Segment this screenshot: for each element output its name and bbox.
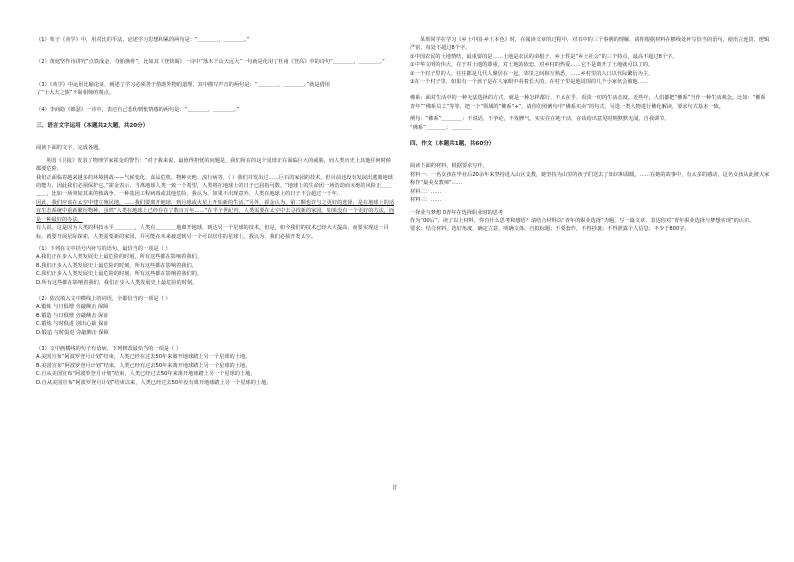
option-b: B.美国宣布“阿波罗登月计划”结束，人类已经有过去50年来离开地球踏上另一个星球的土地。 [36, 362, 251, 369]
option-b: B.锻造 与日俱增 旁敲侧击 保证 [36, 312, 109, 319]
option-c: C.锻炼 与时俱进 别出心裁 保证 [36, 321, 109, 328]
section-3-heading: 三、语言文字运用（本题共2大题，共20分） [36, 123, 149, 130]
material-2: 材料二：…… [410, 188, 442, 195]
option-c: C.我们正步入人类发展史上最危险的时刻，所有这些都在影响着我们的。 [36, 271, 203, 278]
question-1: （1）荀子《劝学》中，用对比的手法，论述学习思想积累的两句是：“＿＿＿＿，＿＿＿＿。” [36, 37, 250, 43]
right-intro: 某班同学在学习《乡土中国·乡土本色》时，在阅读文章的过程中，对书中的三个事例的理解，请你根据材料在横线处补写恰当的语句，使语言连贯，逻辑严密，每处不超过8个字。 [410, 37, 770, 52]
passage-paragraph-1: 英国《卫报》发表了物理学家霍金的警告：“对于我来说，最值得担忧的问题是，我们所在的这个星球正在面临巨大的威胁，而人类历史上其他任何时候都要危险。 [36, 157, 392, 173]
page-tail-char: 首 [392, 485, 398, 491]
buddha-prompt: 佛系：面对生活中的一种无法选择的方式，就是一种怎样都行、不太在乎、看淡一切的生活态度。近些年，人们都把“佛系”当作一种生活观念，比如：“佛系青年”“佛系员工”等等，把一个“领域的”佛系“+”，请你仿照例句中“佛系买卖”的句式，另选一类人物进行佛化解读，要求句式基本一致。 [410, 95, 766, 110]
sub-question-3: （3）文中画横线的句子有语病，下列修改最恰当的一项是（ ） [36, 345, 182, 352]
option-d: D.自从美国宣布“阿波罗登月计划”结束以来，人类已经过去50年没有离开地球踏上另一个星球的土地。 [36, 379, 272, 386]
writing-task: 作为“00后”，读了以上材料，你有什么思考和感悟？请结合材料以“青年的职业选择”为题，写一篇文章，表达你对“青年职业选择与梦想实现”的认识。 [410, 217, 755, 224]
option-d: D.所有这些都在影响着我们，我们正步入人类发展史上最危险的时刻。 [36, 279, 198, 286]
question-3: （3）《劝学》中运用比喻论证，阐述了学习必须善于借助外物的道理，其中描写声音的两句是：“＿＿＿＿，＿＿＿＿。”就是借用 [36, 81, 330, 88]
question-4: （4）李商隐《锦瑟》一诗中，表达自己悲伤惆怅情感的两句是：“＿＿＿＿，＿＿＿＿。” [36, 106, 240, 113]
material-1: 材料一：一名女孩在毕业后20余年来坚持进入山区支教，她坚持为山里的孩子们送去了知识和温暖。……在她的故事中，有太多的感动，这名女孩从此被大家称作“最美女教师”…… [410, 171, 770, 187]
sub-question-2: （2）依次填入文中横线上的词语，全都恰当的一项是（ ） [36, 295, 171, 302]
example-sentence: 例句：“佛系”＿＿＿＿：不说话，不争论，不发脾气，实实在在地干活，在该给出意见时则默默无闻，自我调节。 [410, 116, 670, 123]
passage-paragraph-2: 我们正面临着越来越多的环境挑战——气候变化、食品危机、物种灭绝、流行病等，（ ）我们并发出过……巨石的家园的技术，但目前还没有发展出逃离地球的能力，因此我们必须保护它。”霍金表示，当离地球人类一致一个希望，人类将在地球上的日子已屈指可数。“地球上的生命团一场浩劫而灭绝的风险正＿＿＿＿，比如一场突如其来的核战争、一种基因工程病毒或其他危险。我认为，如果不出现意外，人类在地球上的日子不会超过一千年。 [36, 174, 393, 198]
option-a: A.美国宣布“阿波罗登月计划”结束，人类已经在过去50年来离开地球踏上另一个星球的土地。 [36, 354, 251, 361]
question-3-cont: 了“士大夫之族”不耻相师的观点。 [36, 90, 115, 97]
answer-line: “佛系”＿＿＿＿：＿＿＿＿ [410, 124, 473, 131]
writing-requirements: 要求：结合材料，选好角度，确定立意，明确文体，自拟标题；不要套作，不得抄袭；不得泄露个人信息；不少于800字。 [410, 226, 690, 233]
option-c: C.自从美国宣布“阿波罗登月计划”结束，人类已经过去50年来离开地球踏上另一个星球的土地。 [36, 371, 256, 378]
reading-intro: 阅读下面的文字，完成各题。 [36, 145, 104, 152]
left-column [36, 36, 396, 387]
right-item-2: ①中华文明的伟大，在于对土地的尊重，对土地的依恋，对乡村的热爱……它不是离开了土地就可以了的。 [410, 62, 654, 69]
section-4-heading: 四、作文（本题共1题，共60分） [410, 141, 495, 148]
writing-intro: 阅读下面的材料，根据要求写作。 [410, 163, 488, 170]
right-item-1: ①中国农民的土地情结，最重要的是……土地是农民的命根子，乡土性是“乡土社会”的三个特点，最高不超过8个字。 [410, 53, 678, 60]
option-a: A.锻炼 与日俱增 旁敲侧击 保障 [36, 304, 109, 311]
right-item-3: ②一个村子里的人，往往都是几代人聚居在一起，邻里之间相互熟悉，……乡村里的人口以代际繁衍为主， [410, 70, 654, 77]
right-column [410, 36, 770, 234]
passage-underlined-sentence: 因此，我们应该在太空中建立殖民地，……我们要离开地球，到月球或火星上开始新的生活。”另外，霍金认为，第二颗也许与之更好的选择，是在地球上的适宜生态系统中重新繁衍物种，虽然“人类在地球上已经存在了数百万年……”在半个世纪内，人类需要在太空中去寻找新的家园。如果没有一个更好的方法，而是一种最好的办法。 [36, 199, 395, 223]
question-2: （2）黄庭坚作诗讲究“点铁成金，夺胎换骨”，比如其《登快阁》一诗中“落木千山天远大”一句就是化用了杜甫《登高》中的诗句“＿＿＿＿，＿＿＿＿。” [36, 59, 385, 66]
sub-question-1: （1）下列在文中括号内补写的语句，最恰当的一项是（ ） [36, 245, 171, 252]
option-d: D.锻造 与时俱进 旁敲侧击 保障 [36, 329, 109, 336]
prompt-title: 一择业与梦想 0青年在选择职业时的思考 [410, 209, 504, 216]
option-b: B.我们正步入人类发展史上最危险的时刻，所有这些都在影响着我们。 [36, 262, 197, 269]
material-3: 材料三：…… [410, 197, 442, 204]
option-a: A.我们正在步入人类发展史上最危险的时刻，所有这些都在影响着我们。 [36, 254, 202, 261]
right-item-4: ③在一个村子里，如果有一个孩子是在人家眼中看着长大的，在村子里是他周围的几个小家伙会被他…… [410, 79, 649, 86]
passage-paragraph-4: 有人说，这是因为人类的科技水平＿＿＿＿，人类有＿＿＿＿地离开地球，到达另一个星球的技术。但是，如今我们的技术已经大大提高，而要实现这一目标，就要开展星际探索，人类需要新的家园，并可能在未来被送到另一个可以居住的星球上。我认为，我们必须开发太空。 [36, 225, 389, 240]
